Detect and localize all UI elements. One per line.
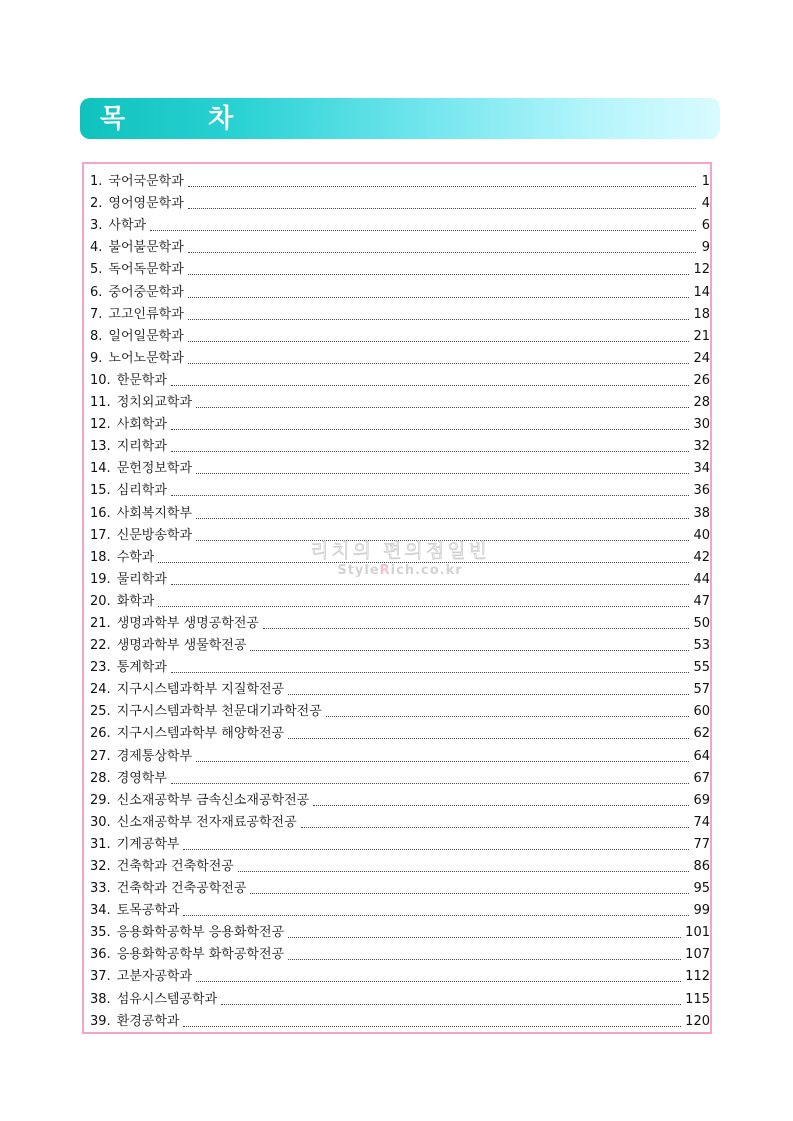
toc-entry-title: 사회복지학부 [116, 505, 193, 521]
toc-entry-page: 40 [693, 527, 710, 543]
toc-entry[interactable] [90, 259, 710, 281]
toc-entry-number: 20. [90, 593, 111, 609]
toc-entry-number: 22. [90, 638, 111, 654]
toc-entry-page: 77 [693, 836, 710, 852]
toc-entry-title: 지구시스템과학부 해양학전공 [116, 726, 285, 742]
toc-dot-leader [196, 539, 689, 541]
toc-entry[interactable] [90, 657, 710, 679]
toc-entry-number: 29. [90, 792, 111, 808]
toc-entry-page: 50 [693, 615, 710, 631]
toc-entry[interactable] [90, 480, 710, 502]
toc-entry[interactable] [90, 525, 710, 547]
toc-entry-title: 한문학과 [116, 372, 167, 388]
toc-entry[interactable] [90, 502, 710, 524]
toc-entry-title: 환경공학과 [116, 1013, 180, 1029]
toc-entry-title: 신소재공학부 금속신소재공학전공 [116, 792, 310, 808]
toc-entry-title: 지구시스템과학부 천문대기과학전공 [116, 704, 322, 720]
toc-entry-page: 101 [685, 925, 710, 941]
toc-dot-leader [171, 494, 690, 496]
toc-dot-leader [188, 251, 696, 253]
toc-dot-leader [171, 782, 690, 784]
toc-entry-title: 경제통상학부 [116, 748, 193, 764]
toc-entry[interactable] [90, 281, 710, 303]
toc-entry-number: 11. [90, 395, 111, 411]
toc-entry[interactable] [90, 745, 710, 767]
toc-entry[interactable] [90, 613, 710, 635]
toc-dot-leader [183, 914, 689, 916]
toc-dot-leader [188, 207, 696, 209]
toc-entry-title: 수학과 [116, 549, 155, 565]
toc-entry-number: 13. [90, 439, 111, 455]
toc-dot-leader [188, 185, 696, 187]
toc-entry-title: 고고인류학과 [108, 306, 184, 322]
toc-entry-title: 독어독문학과 [108, 262, 184, 278]
toc-entry[interactable] [90, 878, 710, 900]
toc-entry-page: 36 [693, 483, 710, 499]
toc-entry-number: 3. [90, 218, 103, 234]
toc-dot-leader [150, 229, 696, 231]
watermark-line-1: 리치의 편의점일빈 [310, 540, 490, 562]
toc-entry[interactable] [90, 635, 710, 657]
toc-dot-leader [183, 848, 689, 850]
toc-entry-number: 7. [90, 306, 103, 322]
toc-entry-title: 섬유시스템공학과 [116, 991, 218, 1007]
toc-entry-title: 경영학부 [116, 770, 167, 786]
toc-entry-title: 사학과 [108, 218, 147, 234]
toc-entry-page: 24 [693, 350, 710, 366]
toc-entry-title: 지리학과 [116, 439, 167, 455]
toc-entry-page: 42 [693, 549, 710, 565]
toc-entry-title: 심리학과 [116, 483, 167, 499]
toc-dot-leader [238, 870, 690, 872]
toc-entry-number: 30. [90, 814, 111, 830]
toc-entry-page: 57 [693, 682, 710, 698]
toc-entry-title: 물리학과 [116, 571, 167, 587]
toc-entry-page: 38 [693, 505, 710, 521]
toc-entry-page: 95 [693, 881, 710, 897]
toc-entry-title: 사회학과 [116, 417, 167, 433]
toc-entry[interactable] [90, 723, 710, 745]
toc-dot-leader [158, 605, 689, 607]
toc-entry[interactable] [90, 348, 710, 370]
toc-entry-number: 26. [90, 726, 111, 742]
toc-entry-page: 44 [693, 571, 710, 587]
toc-dot-leader [171, 428, 690, 430]
toc-entry-number: 6. [90, 284, 103, 300]
toc-entry-number: 36. [90, 947, 111, 963]
toc-entry-page: 115 [685, 991, 710, 1007]
toc-entry-page: 112 [685, 969, 710, 985]
toc-entry-title: 응용화학공학부 응용화학전공 [116, 925, 285, 941]
toc-entry-page: 6 [701, 218, 710, 234]
toc-dot-leader [188, 318, 690, 320]
toc-entry[interactable] [90, 856, 710, 878]
toc-entry[interactable] [90, 458, 710, 480]
toc-dot-leader [171, 384, 690, 386]
toc-entry-page: 30 [693, 417, 710, 433]
toc-dot-leader [196, 472, 689, 474]
toc-entry-page: 55 [693, 660, 710, 676]
toc-entry-title: 불어불문학과 [108, 240, 184, 256]
toc-entry[interactable] [90, 370, 710, 392]
toc-entry[interactable] [90, 215, 710, 237]
toc-entry[interactable] [90, 944, 710, 966]
toc-entry-page: 12 [693, 262, 710, 278]
toc-entry-number: 9. [90, 350, 103, 366]
page-title: 목 차 [100, 104, 271, 134]
toc-entry[interactable] [90, 701, 710, 723]
toc-entry-number: 17. [90, 527, 111, 543]
toc-entry-title: 일어일문학과 [108, 328, 184, 344]
toc-entry-title: 문헌정보학과 [116, 461, 193, 477]
toc-entry-page: 34 [693, 461, 710, 477]
toc-dot-leader [158, 561, 689, 563]
watermark-text-end: ich.co.kr [390, 563, 463, 578]
table-of-contents [90, 171, 710, 1033]
toc-entry-page: 26 [693, 372, 710, 388]
toc-dot-leader [196, 760, 689, 762]
toc-dot-leader [250, 649, 689, 651]
toc-entry[interactable] [90, 193, 710, 215]
toc-dot-leader [250, 892, 689, 894]
toc-dot-leader [171, 450, 690, 452]
toc-entry-number: 25. [90, 704, 111, 720]
toc-entry[interactable] [90, 171, 710, 193]
toc-dot-leader [288, 958, 681, 960]
toc-entry-title: 토목공학과 [116, 903, 180, 919]
toc-entry[interactable] [90, 304, 710, 326]
toc-entry[interactable] [90, 569, 710, 591]
toc-entry[interactable] [90, 988, 710, 1010]
toc-entry[interactable] [90, 679, 710, 701]
toc-entry-number: 1. [90, 174, 103, 190]
toc-entry-title: 생명과학부 생물학전공 [116, 638, 247, 654]
toc-entry[interactable] [90, 768, 710, 790]
toc-dot-leader [171, 671, 690, 673]
toc-entry-page: 62 [693, 726, 710, 742]
toc-entry[interactable] [90, 414, 710, 436]
toc-dot-leader [288, 737, 689, 739]
toc-entry-number: 15. [90, 483, 111, 499]
toc-entry-page: 14 [693, 284, 710, 300]
toc-dot-leader [188, 340, 690, 342]
toc-entry-number: 31. [90, 836, 111, 852]
toc-entry-number: 4. [90, 240, 103, 256]
toc-entry-title: 통계학과 [116, 660, 167, 676]
toc-entry[interactable] [90, 1011, 710, 1033]
toc-dot-leader [183, 1025, 681, 1027]
toc-entry-title: 정치외교학과 [116, 395, 193, 411]
toc-entry-title: 영어영문학과 [108, 196, 184, 212]
toc-dot-leader [188, 273, 690, 275]
toc-entry-title: 지구시스템과학부 지질학전공 [116, 682, 285, 698]
toc-entry-title: 중어중문학과 [108, 284, 184, 300]
toc-entry-number: 16. [90, 505, 111, 521]
toc-entry-page: 47 [693, 593, 710, 609]
toc-entry-number: 21. [90, 615, 111, 631]
toc-entry-number: 23. [90, 660, 111, 676]
toc-dot-leader [288, 936, 681, 938]
toc-entry-number: 14. [90, 461, 111, 477]
toc-entry-number: 18. [90, 549, 111, 565]
toc-entry-page: 21 [693, 328, 710, 344]
toc-entry-page: 18 [693, 306, 710, 322]
toc-dot-leader [188, 296, 690, 298]
toc-entry[interactable] [90, 922, 710, 944]
toc-entry-number: 28. [90, 770, 111, 786]
toc-entry-number: 32. [90, 859, 111, 874]
toc-dot-leader [263, 627, 689, 629]
toc-entry-title: 신소재공학부 전자재료공학전공 [116, 814, 297, 830]
toc-entry-page: 4 [701, 196, 710, 212]
toc-entry-title: 노어노문학과 [108, 350, 184, 366]
toc-dot-leader [313, 804, 689, 806]
toc-entry[interactable] [90, 547, 710, 569]
toc-entry-number: 37. [90, 969, 111, 985]
toc-entry[interactable] [90, 436, 710, 458]
toc-entry[interactable] [90, 392, 710, 414]
toc-entry-number: 35. [90, 925, 111, 941]
toc-dot-leader [301, 826, 690, 828]
toc-dot-leader [196, 517, 689, 519]
toc-dot-leader [288, 693, 689, 695]
watermark-text-start: Style [337, 563, 380, 578]
toc-entry-title: 생명과학부 생명공학전공 [116, 615, 259, 631]
toc-entry-number: 5. [90, 262, 103, 278]
toc-entry-title: 건축학과 건축공학전공 [116, 881, 247, 897]
toc-entry-page: 69 [693, 792, 710, 808]
toc-entry-title: 응용화학공학부 화학공학전공 [116, 947, 285, 963]
toc-entry-page: 64 [693, 748, 710, 764]
toc-entry-number: 24. [90, 682, 111, 698]
toc-entry-page: 67 [693, 770, 710, 786]
toc-dot-leader [326, 715, 690, 717]
toc-entry-page: 9 [701, 240, 710, 256]
toc-entry[interactable] [90, 237, 710, 259]
toc-entry-number: 12. [90, 417, 111, 433]
toc-entry-number: 33. [90, 881, 111, 897]
toc-entry-page: 32 [693, 439, 710, 455]
toc-entry-title: 건축학과 건축학전공 [116, 859, 234, 874]
toc-entry-number: 34. [90, 903, 111, 919]
toc-entry-title: 화학과 [116, 593, 155, 609]
toc-entry[interactable] [90, 591, 710, 613]
toc-dot-leader [196, 406, 689, 408]
toc-entry-number: 8. [90, 328, 103, 344]
toc-entry-title: 신문방송학과 [116, 527, 193, 543]
toc-dot-leader [188, 362, 690, 364]
toc-entry-title: 국어국문학과 [108, 174, 184, 190]
toc-entry[interactable] [90, 790, 710, 812]
toc-entry-number: 10. [90, 372, 111, 388]
toc-entry[interactable] [90, 900, 710, 922]
toc-dot-leader [196, 980, 681, 982]
watermark-accent-letter: R [379, 563, 391, 578]
toc-entry-page: 99 [693, 903, 710, 919]
toc-entry-page: 53 [693, 638, 710, 654]
toc-entry-page: 86 [693, 859, 710, 874]
toc-entry[interactable] [90, 966, 710, 988]
toc-entry-number: 27. [90, 748, 111, 764]
toc-dot-leader [221, 1003, 681, 1005]
toc-entry-page: 60 [693, 704, 710, 720]
toc-entry-number: 39. [90, 1013, 111, 1029]
toc-entry-title: 고분자공학과 [116, 969, 193, 985]
toc-entry[interactable] [90, 326, 710, 348]
toc-entry-number: 2. [90, 196, 103, 212]
toc-entry-number: 38. [90, 991, 111, 1007]
toc-entry-title: 기계공학부 [116, 836, 180, 852]
toc-entry-page: 28 [693, 395, 710, 411]
toc-entry[interactable] [90, 834, 710, 856]
toc-entry-page: 107 [685, 947, 710, 963]
toc-entry-page: 74 [693, 814, 710, 830]
toc-entry[interactable] [90, 812, 710, 834]
toc-dot-leader [171, 583, 690, 585]
toc-entry-page: 1 [701, 174, 710, 190]
toc-entry-page: 120 [685, 1013, 710, 1029]
toc-entry-number: 19. [90, 571, 111, 587]
